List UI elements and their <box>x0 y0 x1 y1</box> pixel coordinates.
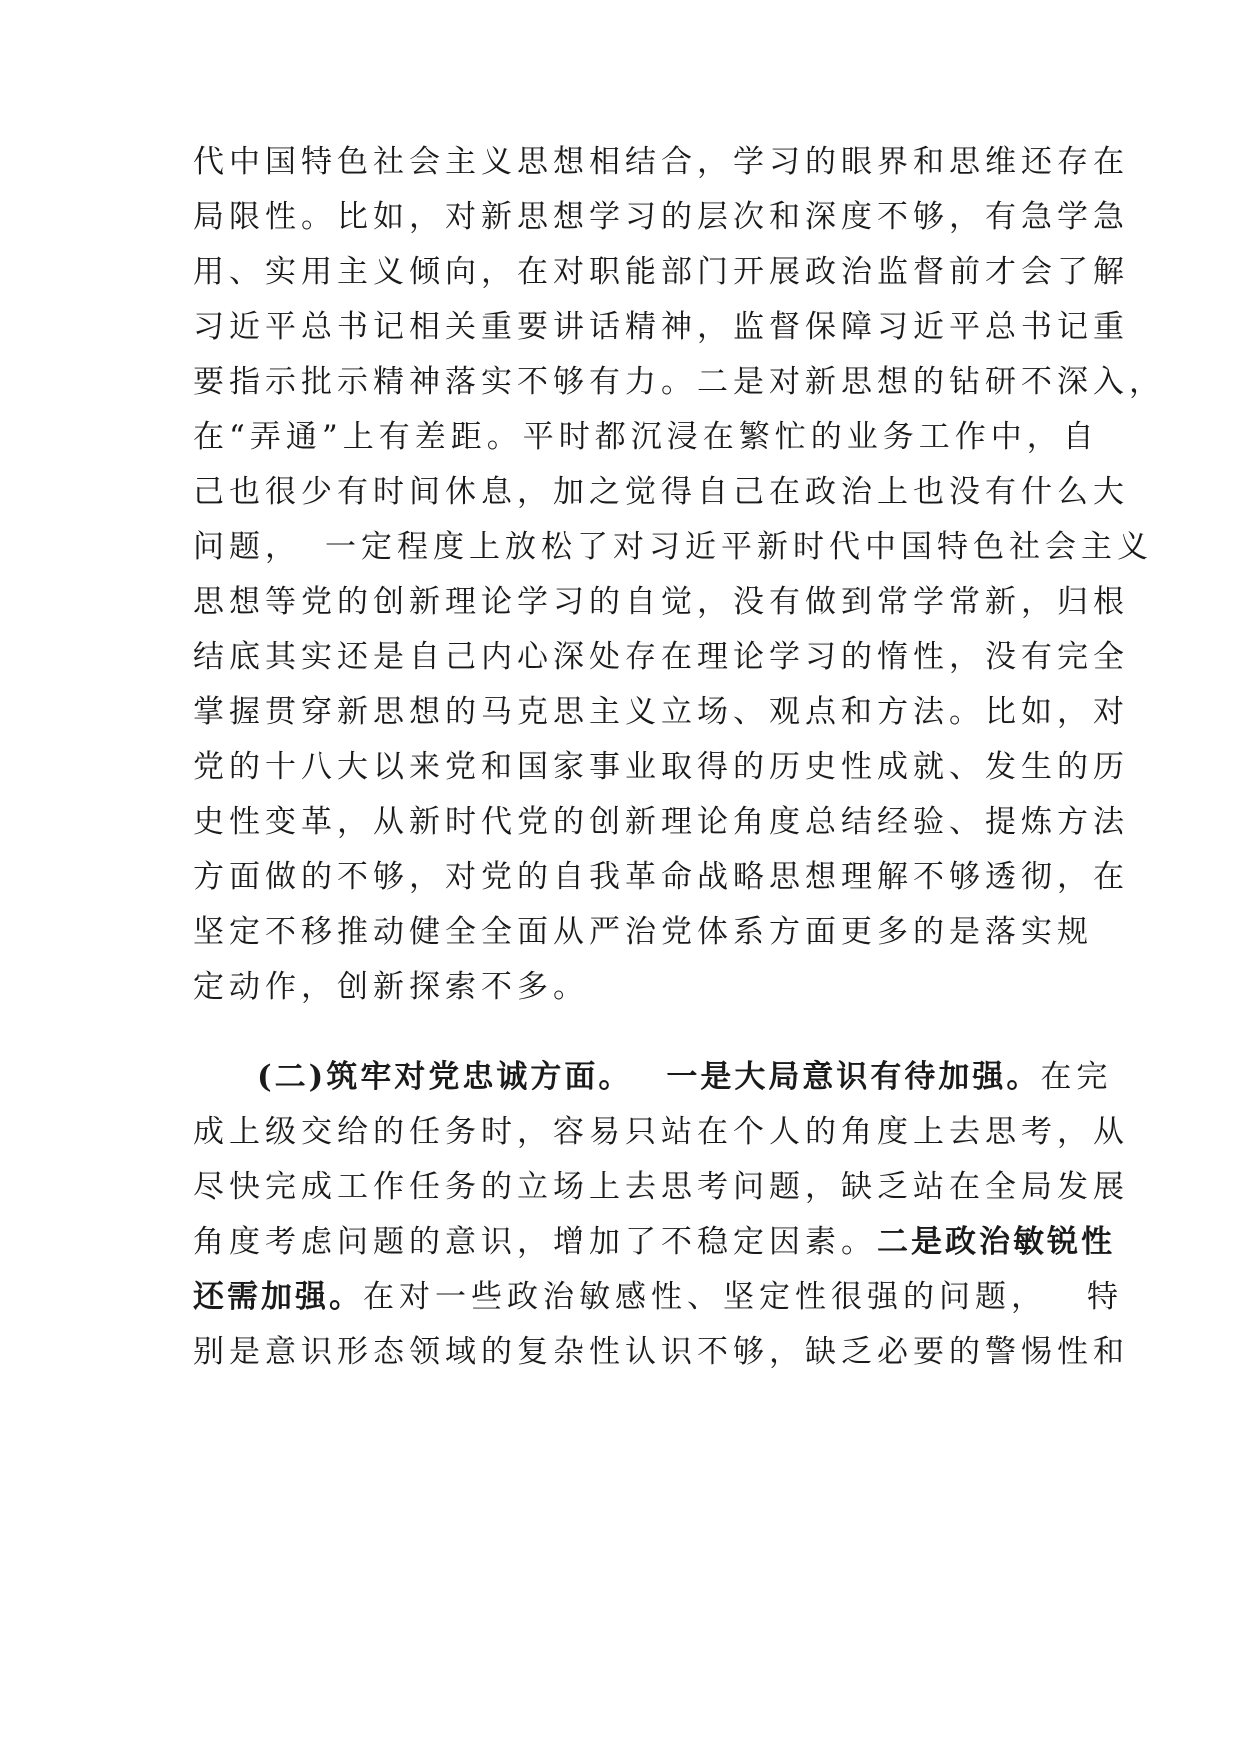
body-line: 用、实用主义倾向，在对职能部门开展政治监督前才会了解 <box>193 254 1129 290</box>
body-text: 角度考虑问题的意识，增加了不稳定因素。 <box>193 1224 877 1260</box>
section-heading: (二)筑牢对党忠诚方面。 <box>257 1059 633 1095</box>
body-line: 方面做的不够，对党的自我革命战略思想理解不够透彻，在 <box>193 859 1129 895</box>
body-text: 在完 <box>1040 1059 1113 1095</box>
section-heading-line <box>257 1053 1112 1101</box>
body-text: 一定程度上放松了对习近平新时代中国特色社会主义 <box>325 529 1153 565</box>
body-line: 史性变革，从新时代党的创新理论角度总结经验、提炼方法 <box>193 804 1129 840</box>
body-line: 思想等党的创新理论学习的自觉，没有做到常学常新，归根 <box>193 584 1129 620</box>
body-line: 定动作，创新探索不多。 <box>193 969 589 1005</box>
body-line: 结底其实还是自己内心深处存在理论学习的惰性，没有完全 <box>193 639 1129 675</box>
body-text: 在对一些政治敏感性、坚定性很强的问题， <box>363 1279 1047 1315</box>
body-line: 习近平总书记相关重要讲话精神，监督保障习近平总书记重 <box>193 309 1129 345</box>
point-title: 一是大局意识有待加强。 <box>666 1059 1041 1095</box>
point-title: 二是政治敏锐性 <box>877 1224 1115 1260</box>
body-line <box>193 1218 1115 1266</box>
body-line: 代中国特色社会主义思想相结合，学习的眼界和思维还存在 <box>193 144 1129 180</box>
body-line: 在“弄通”上有差距。平时都沉浸在繁忙的业务工作中，自 <box>193 419 1099 455</box>
point-title: 还需加强。 <box>193 1279 363 1315</box>
body-line: 要指示批示精神落实不够有力。二是对新思想的钻研不深入， <box>193 364 1165 400</box>
body-line <box>193 1273 1123 1321</box>
body-line: 尽快完成工作任务的立场上去思考问题，缺乏站在全局发展 <box>193 1169 1129 1205</box>
body-line: 局限性。比如，对新思想学习的层次和深度不够，有急学急 <box>193 199 1129 235</box>
body-line: 别是意识形态领域的复杂性认识不够，缺乏必要的警惕性和 <box>193 1334 1129 1370</box>
body-line: 己也很少有时间休息，加之觉得自己在政治上也没有什么大 <box>193 474 1129 510</box>
body-line: 掌握贯穿新思想的马克思主义立场、观点和方法。比如，对 <box>193 694 1129 730</box>
body-line: 党的十八大以来党和国家事业取得的历史性成就、发生的历 <box>193 749 1129 785</box>
body-text: 问题， <box>193 529 301 565</box>
body-line <box>193 523 1153 571</box>
body-line: 坚定不移推动健全全面从严治党体系方面更多的是落实规 <box>193 914 1093 950</box>
body-text: 特 <box>1087 1279 1123 1315</box>
body-line: 成上级交给的任务时，容易只站在个人的角度上去思考，从 <box>193 1114 1129 1150</box>
